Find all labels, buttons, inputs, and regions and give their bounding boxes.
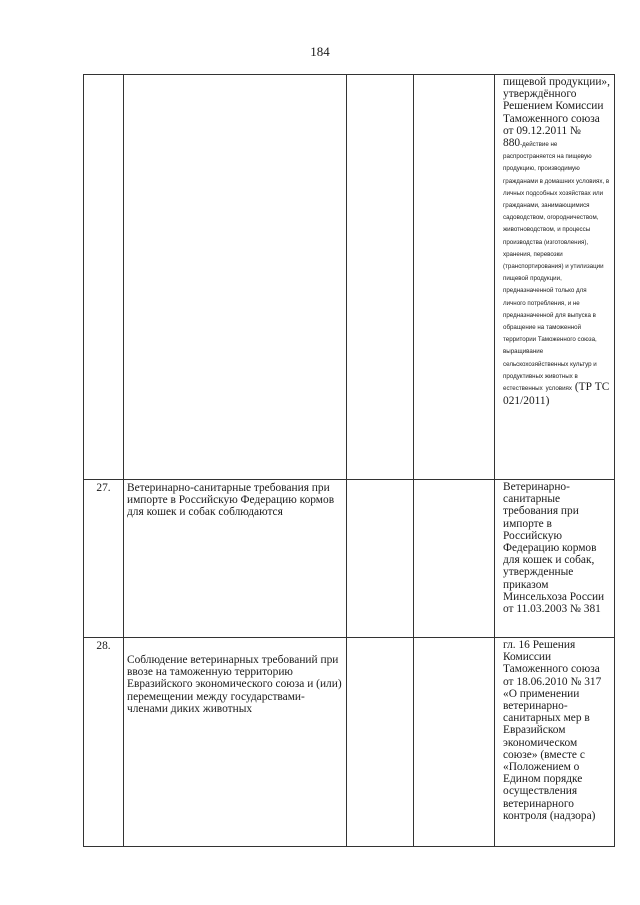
row-number: 27. — [84, 480, 124, 638]
empty-cell — [414, 638, 495, 847]
requirements-table — [83, 74, 615, 847]
table-row — [84, 480, 615, 638]
row-number: 28. — [84, 638, 124, 847]
empty-cell — [347, 75, 414, 480]
source-reference: (ТР ТС 021/2011) — [503, 381, 610, 408]
empty-cell — [347, 480, 414, 638]
empty-cell — [414, 480, 495, 638]
requirement-cell — [124, 638, 347, 847]
legal-source-cell — [495, 75, 615, 480]
legal-source-cell: Ветеринарно-санитарные требования при импорте в Российскую Федерацию кормов для кошек и собак, утвержденные приказом Минсельхоза России от 11.03.2003 № 381 — [495, 480, 615, 638]
page-number: 184 — [310, 44, 330, 59]
table-row — [84, 75, 615, 480]
requirement-cell — [124, 75, 347, 480]
source-number: 880 — [503, 137, 521, 150]
source-footnote-end: условиях — [545, 385, 572, 393]
requirement-text: Соблюдение ветеринарных требований при ввозе на таможенную территорию Евразийского экономического союза и (или) перемещении между государствами-членами диких животных — [127, 654, 342, 715]
source-text: пищевой продукции», утверждённого Решением Комиссии Таможенного союза от 09.12.2011 № — [503, 76, 610, 137]
requirement-cell: Ветеринарно-санитарные требования при импорте в Российскую Федерацию кормов для кошек и собак соблюдаются — [124, 480, 347, 638]
legal-source-cell: гл. 16 Решения Комиссии Таможенного союза от 18.06.2010 № 317 «О применении ветеринарно-санитарных мер в Евразийском экономическом союзе» (вместе с «Положением о Едином порядке осуществления ветеринарного контроля (надзора) — [495, 638, 615, 847]
source-footnote: -действие не распространяется на пищевую продукцию, производимую гражданами в домашних условиях, в личных подсобных хозяйствах или гражданами, занимающимися садоводством, огородничеством, животноводством, и процессы производства (изготовления), хранения, перевозки (транспортирования) и утилизации пищевой продукции, предназначенной только для личного потребления, и не предназначенной для выпуска в обращение на таможенной территории Таможенного союза, выращивание сельскохозяйственных культур и продуктивных животных в естественных — [503, 141, 610, 393]
empty-cell — [347, 638, 414, 847]
row-number — [84, 75, 124, 480]
empty-cell — [414, 75, 495, 480]
table-row — [84, 638, 615, 847]
